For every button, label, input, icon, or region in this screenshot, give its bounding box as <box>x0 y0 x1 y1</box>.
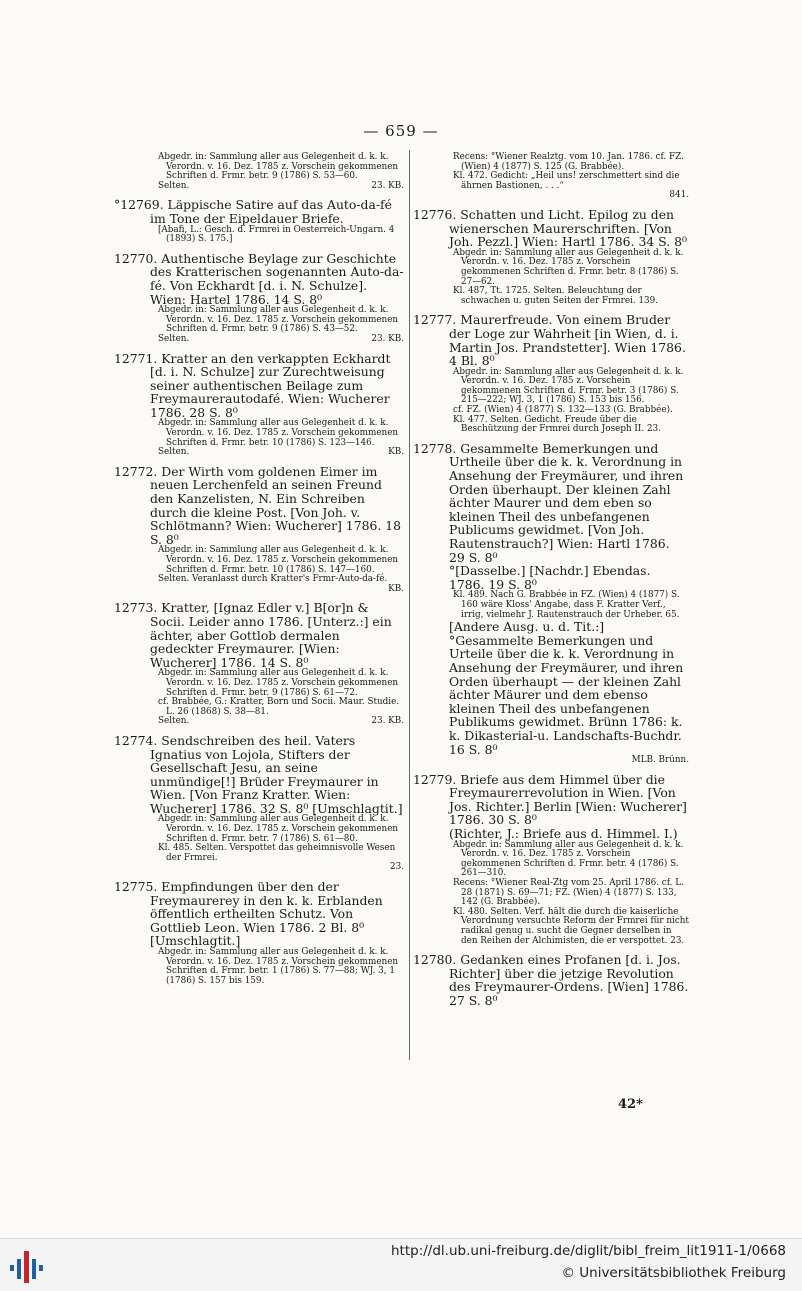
entry-note: [Abafi, L.: Gesch. d. Frmrei in Oesterreich-Ungarn. 4 (1893) S. 175.] <box>158 224 395 245</box>
entry-library-code: 23. KB. <box>371 716 404 727</box>
bibliography-entry <box>114 880 404 986</box>
bibliography-entry <box>413 208 689 306</box>
bibliography-entry <box>413 153 689 201</box>
entry-holdings <box>114 335 404 345</box>
entry-note: Abgedr. in: Sammlung aller aus Gelegenheit d. k. k. Verordn. v. 16. Dez. 1785 z. Vorschein gekommenen Schriften d. Frmr. betr. 10 (1786) S. 147—160. <box>158 545 399 575</box>
viewer-footer <box>0 1238 802 1291</box>
bibliography-entry <box>114 734 404 873</box>
page-url-link[interactable]: http://dl.ub.uni-freiburg.de/diglit/bibl_freim_lit1911-1/0668 <box>390 1243 786 1259</box>
entry-note: Kl. 477. Selten. Gedicht. Freude über die Beschützung der Frmrei durch Joseph II. 23. <box>453 414 661 435</box>
entry-holdings <box>114 182 404 192</box>
entry-note: Kl. 485. Selten. Verspottet das geheimnisvolle Wesen der Frmrei. <box>158 843 396 863</box>
entry-note: Kl. 472. Gedicht: „Heil uns! zerschmettert sind die ährnen Bastionen, . . .“ <box>453 171 680 191</box>
entry-holdings <box>114 717 404 727</box>
column-divider <box>409 150 410 1060</box>
entry-library-code: 23. KB. <box>371 333 404 344</box>
entry-holdings <box>413 756 689 766</box>
entry-library-code: KB. <box>388 447 404 458</box>
entry-note: Kl. 489. Nach G. Brabbée in FZ. (Wien) 4 (1877) S. 160 wäre Kloss' Angabe, dass F. Kratter Verf., irrig, vielmehr J. Rautenstrauch der Urheber. 65. <box>453 590 680 620</box>
entry-title: 12775. Empfindungen über den der Freymaurerey in den k. k. Erblanden öffentlich ertheilten Schutz. Von Gottlieb Leon. Wien 1786. 2 Bl. 8⁰ [Umschlagtit.] <box>114 879 383 949</box>
entry-note: Recens: °Wiener Realztg. vom 10. Jan. 1786. cf. FZ. (Wien) 4 (1877) S. 125 (G. Brabbée). <box>453 152 684 172</box>
entry-title: 12771. Kratter an den verkappten Eckhardt [d. i. N. Schulze] zur Zurechtweisung seiner authentischen Beilage zum Freymaurerautodafé. Wien: Wucherer 1786. 28 S. 8⁰ <box>114 350 391 420</box>
entry-note: Abgedr. in: Sammlung aller aus Gelegenheit d. k. k. Verordn. v. 16. Dez. 1785 z. Vorschein gekommenen Schriften d. Frmr. betr. 9 (1786) S. 53—60. <box>158 152 399 182</box>
entry-holdings <box>413 191 689 201</box>
bibliography-entry <box>114 465 404 595</box>
entry-note: Kl. 480. Selten. Verf. hält die durch die kaiserliche Verordnung versuchte Reform der Frmrei für nicht radikal genug u. sucht die Gegner derselben in den Reihen der Alchimisten, die er verspottet. 23. <box>453 906 689 946</box>
entry-note: Abgedr. in: Sammlung aller aus Gelegenheit d. k. k. Verordn. v. 16. Dez. 1785 z. Vorschein gekommenen Schriften d. Frmr. betr. 1 (1786) S. 77—88; WJ. 3, 1 (1786) S. 157 bis 159. <box>158 947 399 986</box>
bibliography-entry <box>413 773 689 947</box>
bibliography-entry <box>114 601 404 727</box>
entry-title: 12770. Authentische Beylage zur Geschichte des Kratterischen sogenannten Auto-da-fé. Von Eckhardt [d. i. N. Schulze]. Wien: Hartel 1786. 14 S. 8⁰ <box>114 250 404 307</box>
signature-mark: 42* <box>618 1097 643 1112</box>
entry-continuation: °[Dasselbe.] [Nachdr.] Ebendas. 1786. 19 S. 8⁰ <box>449 563 651 592</box>
entry-note: Selten. Veranlasst durch Kratter's Frmr-Auto-da-fé. <box>158 574 388 585</box>
entry-note: Kl. 487, Tt. 1725. Selten. Beleuchtung der schwachen u. guten Seiten der Frmrei. 139. <box>453 286 659 306</box>
entry-title: 12778. Gesammelte Bemerkungen und Urtheile über die k. k. Verordnung in Ansehung der Freymäurer, und ihren Orden überhaupt. Der kleinen Zahl ächter Maurer und dem eben so kleinen Theil des unbefangenen Publicums gewidmet. [Von Joh. Rautenstrauch?] Wien: Hartl 1786. 29 S. 8⁰ <box>413 440 684 565</box>
entry-title: 12774. Sendschreiben des heil. Vaters Ignatius von Lojola, Stifters der Gesellschaft Jesu, an seine unmündige[!] Brüder Freymaurer in Wien. [Von Franz Kratter. Wien: Wucherer] 1786. 32 S. 8⁰ [Umschlagtit.] <box>114 732 403 816</box>
entry-title: 12780. Gedanken eines Profanen [d. i. Jos. Richter] über die jetzige Revolution des Freymaurer-Ordens. [Wien] 1786. 27 S. 8⁰ <box>413 952 689 1008</box>
entry-library-code: 23. KB. <box>371 180 404 191</box>
entry-library-code: 23. <box>390 862 404 873</box>
entry-alt-edition: °Gesammelte Bemerkungen und Urteile über die k. k. Verordnung in Ansehung der Freymäurer, und ihren Orden überhaupt — der kleinen Zahl ächter Mäurer und dem ebenso kleinen Theil des unbefangenen Publikums gewidmet. Brünn 1786: k. k. Dikasterial-u. Landschafts-Buchdr. 16 S. 8⁰ <box>449 632 684 757</box>
bibliography-entry <box>114 153 404 191</box>
entry-title: 12776. Schatten und Licht. Epilog zu den wienerschen Maurerschriften. [Von Joh. Pezzl.] Wien: Hartl 1786. 34 S. 8⁰ <box>413 206 687 250</box>
entry-alt-edition: [Andere Ausg. u. d. Tit.:] <box>449 619 605 635</box>
bibliography-entry <box>114 352 404 458</box>
bibliography-entry <box>413 313 689 435</box>
entry-title: 12779. Briefe aus dem Himmel über die Freymaurerrevolution in Wien. [Von Jos. Richter.] Berlin [Wien: Wucherer] 1786. 30 S. 8⁰ <box>413 771 687 828</box>
entry-rarity: Selten. <box>158 447 190 458</box>
entry-holdings <box>114 863 404 873</box>
entry-library-code: MLB. Brünn. <box>631 755 689 766</box>
entry-rarity: Selten. <box>158 333 190 344</box>
bibliography-entry <box>114 252 404 345</box>
entry-note: Abgedr. in: Sammlung aller aus Gelegenheit d. k. k. Verordn. v. 16. Dez. 1785 z. Vorschein gekommenen Schriften d. Frmr. betr. 9 (1786) S. 61—72. <box>158 668 399 698</box>
copyright-notice: © Universitätsbibliothek Freiburg <box>561 1265 786 1281</box>
entry-note: Abgedr. in: Sammlung aller aus Gelegenheit d. k. k. Verordn. v. 16. Dez. 1785 z. Vorschein gekommenen Schriften d. Frmr. betr. 3 (1786) S. 215—222; WJ. 3, 1 (1786) S. 153 bis 156. <box>453 366 684 406</box>
entry-note: Recens: °Wiener Real-Ztg vom 25. April 1786. cf. L. 28 (1871) S. 69—71; FZ. (Wien) 4 (1877) S. 133, 142 (G. Brabbée). <box>453 878 684 908</box>
bibliography-entry <box>413 953 689 1007</box>
entry-library-code: KB. <box>388 583 404 594</box>
entry-note: cf. Brabbée, G.: Kratter, Born und Socii. Maur. Studie. L. 26 (1868) S. 38—81. <box>158 697 400 717</box>
entry-note: Abgedr. in: Sammlung aller aus Gelegenheit d. k. k. Verordn. v. 16. Dez. 1785 z. Vorschein gekommenen Schriften d. Frmr. betr. 8 (1786) S. 27—62. <box>453 247 684 287</box>
bibliography-entry <box>413 442 689 766</box>
entry-note: Abgedr. in: Sammlung aller aus Gelegenheit d. k. k. Verordn. v. 16. Dez. 1785 z. Vorschein gekommenen Schriften d. Frmr. betr. 4 (1786) S. 261—310. <box>453 839 684 879</box>
entry-continuation: (Richter, J.: Briefe aus d. Himmel. I.) <box>449 826 678 842</box>
entry-title: 12772. Der Wirth vom goldenen Eimer im neuen Lerchenfeld an seinen Freund den Kanzelisten, N. Ein Schreiben durch die kleine Post. [Von Joh. v. Schlötmann? Wien: Wucherer] 1786. 18 S. 8⁰ <box>114 463 401 547</box>
entry-note: Abgedr. in: Sammlung aller aus Gelegenheit d. k. k. Verordn. v. 16. Dez. 1785 z. Vorschein gekommenen Schriften d. Frmr. betr. 10 (1786) S. 123—146. <box>158 418 399 448</box>
bibliography-entry <box>114 198 404 244</box>
entry-note: Abgedr. in: Sammlung aller aus Gelegenheit d. k. k. Verordn. v. 16. Dez. 1785 z. Vorschein gekommenen Schriften d. Frmr. betr. 7 (1786) S. 61—80. <box>158 814 399 844</box>
entry-library-code: 841. <box>669 190 689 201</box>
right-column <box>413 153 689 1015</box>
entry-title: 12773. Kratter, [Ignaz Edler v.] B[or]n & Socii. Leider anno 1786. [Unterz.:] ein ächter, aber Gottlob dermalen gedeckter Freymaurer. [Wien: Wucherer] 1786. 14 S. 8⁰ <box>114 600 392 670</box>
entry-title: °12769. Läppische Satire auf das Auto-da-fé im Tone der Eipeldauer Briefe. <box>114 197 392 226</box>
entry-holdings <box>114 585 404 595</box>
entry-note: cf. FZ. (Wien) 4 (1877) S. 132—133 (G. Brabbée). <box>453 405 673 416</box>
left-column <box>114 153 404 993</box>
entry-title: 12777. Maurerfreude. Von einem Bruder der Loge zur Wahrheit [in Wien, d. i. Martin Jos. Prandstetter]. Wien 1786. 4 Bl. 8⁰ <box>413 312 686 369</box>
ub-freiburg-logo-icon[interactable] <box>8 1247 50 1285</box>
entry-rarity: Selten. <box>158 180 190 191</box>
entry-rarity: Selten. <box>158 716 190 727</box>
page-number: — 659 — <box>363 122 439 140</box>
entry-note: Abgedr. in: Sammlung aller aus Gelegenheit d. k. k. Verordn. v. 16. Dez. 1785 z. Vorschein gekommenen Schriften d. Frmr. betr. 9 (1786) S. 43—52. <box>158 305 399 335</box>
entry-holdings <box>114 448 404 458</box>
